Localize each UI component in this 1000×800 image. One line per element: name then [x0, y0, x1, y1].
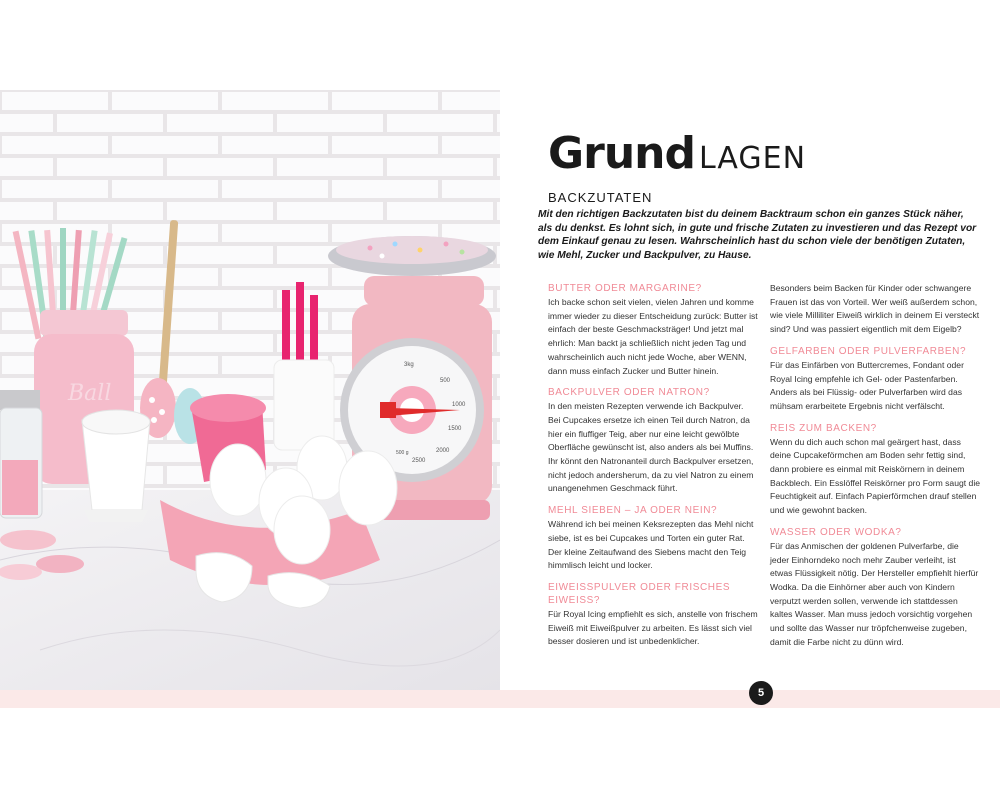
scale-mark-1: 500 [440, 378, 451, 384]
section-backpulver [548, 386, 758, 496]
section-text: Für das Einfärben von Buttercremes, Fondant oder Royal Icing empfehle ich Gel- oder Pastenfarben. Anders als bei Flüssig- oder Pulverfarben wird das mühsam erarbeitete Ergebnis nicht verfälscht. [770, 359, 964, 411]
baking-still-life-image [0, 90, 500, 690]
section-heading: BACKPULVER ODER NATRON? [548, 387, 710, 399]
section-heading: WASSER ODER WODKA? [770, 526, 902, 538]
section-heading: EIWEISSPULVER ODER FRISCHES EIWEISS? [548, 581, 731, 606]
section-text: Für das Anmischen der goldenen Pulverfarbe, die jeder Einhorndeko noch mehr Zauber verleiht, ist etwas Flüssigkeit nötig. Der Hersteller empfiehlt hierfür Wodka. Da die Einhörner aber auch von Kindern verputzt werden sollen, verwende ich stattdessen kaltes Wasser. Man muss jedoch vorsichtig vorgehen und sollte das Wasser nur tröpfchenweise zugeben, damit die Farbe nicht zu dünn wird. [770, 540, 979, 647]
title-light: LAGEN [698, 141, 807, 176]
title-bold: Grund [548, 128, 695, 179]
section-wasser [770, 526, 980, 650]
section-text: Wenn du dich auch schon mal geärgert hast, dass deine Cupcakeförmchen am Boden sehr fettig sind, dann probiere es einmal mit Reiskörnern in deinem Backblech. Ein Esslöffel Reiskörner pro Form saugt die Feuchtigkeit auf. Einfach Papierförmchen drauf stellen und wie gewohnt backen. [770, 436, 981, 516]
section-text: Während ich bei meinen Keksrezepten das Mehl nicht siebe, ist es bei Cupcakes und Torten ein guter Rat. Der kleine Zeitaufwand des Siebens macht den Teig himmlisch leicht und locker. [548, 519, 754, 571]
scale-mark-3: 1500 [448, 426, 462, 432]
section-heading: GELFARBEN ODER PULVERFARBEN? [770, 345, 967, 357]
intro-paragraph: Mit den richtigen Backzutaten bist du deinem Backtraum schon ein ganzes Stück näher, als du denkst. Es lohnt sich, in gute und frische Zutaten zu investieren und das Rezept vor dem Einkauf genau zu lesen. Wahrscheinlich hast du schon viele der benötigen Zutaten, wie Mehl, Zucker und Backpulver, zu Hause. [538, 209, 977, 261]
scale-mark-5: 2500 [412, 458, 426, 464]
section-heading: BUTTER ODER MARGARINE? [548, 283, 702, 294]
section-text: Besonders beim Backen für Kinder oder schwangere Frauen ist das von Vorteil. Wer weiß außerdem schon, wie viele Milliliter Eiweiß wirklich in deinem Ei versteckt sind? Und was passiert eigentlich mit dem Eigelb? [770, 283, 980, 335]
section-eiweiss [548, 581, 758, 649]
right-column [770, 282, 980, 657]
section-farben [770, 345, 980, 414]
section-text: Ich backe schon seit vielen, vielen Jahren und komme immer wieder zu dieser Entscheidung zurück: Butter ist einfach der beste Geschmacksträger! Und jetzt mal ehrlich: Man backt ja schließlich nicht jeden Tag und wahrscheinlich auch nicht jede Woche, aber WENN, dann muss einfach Zucker und Butter hinein. [548, 297, 758, 376]
scale-mark-0: 3kg [404, 362, 414, 368]
section-text: Für Royal Icing empfiehlt es sich, anstelle von frischem Eiweiß mit Eiweißpulver zu arbeiten. Es lässt sich viel besser dosieren und ist unbedenklicher. [548, 608, 758, 647]
section-reis [770, 422, 980, 518]
left-column [548, 282, 758, 657]
white-baking-cups [82, 410, 150, 522]
page-subtitle: BACKZUTATEN [548, 190, 653, 205]
section-heading: REIS ZUM BACKEN? [770, 422, 877, 434]
scale-mark-4: 2000 [436, 448, 450, 454]
jar-lettering: Ball [68, 381, 112, 406]
scale-mark-2: 1000 [452, 402, 466, 408]
section-eiweiss-continued [770, 282, 980, 337]
text-page [500, 90, 1000, 690]
page-title [548, 128, 806, 179]
section-heading: MEHL SIEBEN – JA ODER NEIN? [548, 505, 718, 517]
book-spread [0, 90, 1000, 708]
page-number: 5 [749, 681, 773, 705]
bottom-band [0, 690, 1000, 708]
section-mehl [548, 504, 758, 573]
sprinkle-shaker [0, 390, 42, 518]
section-butter [548, 282, 758, 378]
section-text: In den meisten Rezepten verwende ich Backpulver. Bei Cupcakes ersetze ich einen Teil durch Natron, da hier ein fluffiger Teig, aber nur eine leicht gewölbte Oberfläche gewünscht ist, also anders als bei Muffins. Ihr könnt den Natronanteil durch Backpulver ersetzen, nicht jedoch andersherum, da zu viel Natron zu einem unangenehmen Geschmack führt. [548, 401, 754, 494]
baking-photo [0, 90, 500, 690]
scale-mark-6: 500 g [396, 450, 409, 456]
